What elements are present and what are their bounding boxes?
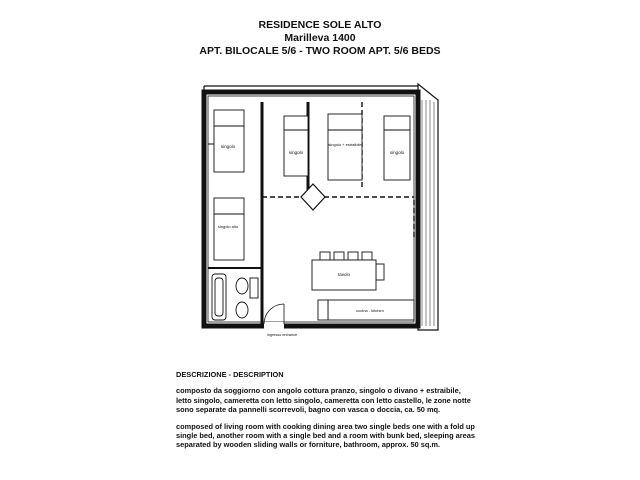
entrance-door [264,304,284,324]
label-ingresso: ingresso entrance [266,333,298,337]
description-heading: DESCRIZIONE - DESCRIPTION [176,370,284,379]
label-tavolo: tavolo [337,272,351,277]
central-column [301,184,325,210]
label-cucina: cucina - kitchen [356,308,384,313]
residence-title: RESIDENCE SOLE ALTO [258,19,382,31]
floor-plan [190,78,450,338]
label-singolo-alto: singolo alto [217,224,239,229]
label-singolo-1: singolo [220,144,236,149]
description-italian: composto da soggiorno con angolo cottura pranzo, singolo o divano + estraibile, letto singolo, cameretta con letto singolo, cameretta con letto castello, le zone notte sono separate da pannelli scorrevoli, bagno con vasca o doccia, ca. 50 mq. [176,386,471,415]
description-english: composed of living room with cooking dining area two single beds one with a fold up single bed, another room with a single bed and a room with bunk bed, sleeping areas separated by wooden sliding walls or forniture, bathroom, approx. 50 sq.m. [176,421,475,450]
label-singolo-estraibile: singolo + estraibile [328,142,362,147]
bathroom-fixtures [212,274,258,320]
description-block [176,370,476,457]
apartment-type: APT. BILOCALE 5/6 - TWO ROOM APT. 5/6 BEDS [199,45,441,57]
location-subtitle: Marilleva 1400 [284,32,356,44]
dining-area [312,252,384,290]
label-singolo-2: singolo [288,150,304,155]
label-singolo-3: singolo [389,150,405,155]
header [0,19,640,58]
balcony [418,84,438,330]
